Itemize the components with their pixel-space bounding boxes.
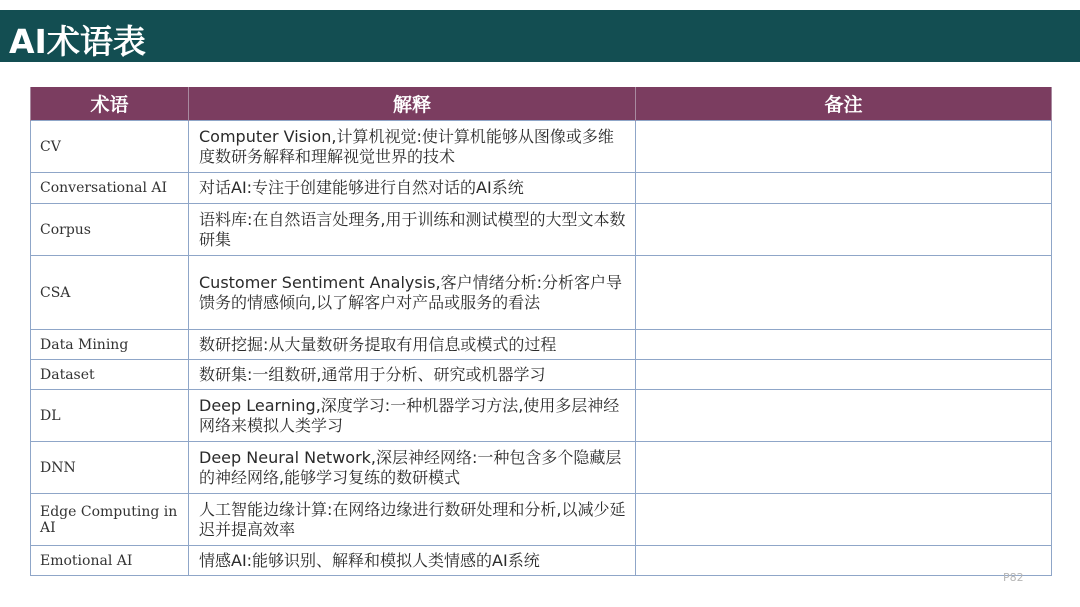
explanation-cell: 语料库:在自然语言处理务,用于训练和测试模型的大型文本数研集 (189, 204, 636, 256)
note-cell (636, 494, 1052, 546)
note-cell (636, 390, 1052, 442)
note-cell (636, 204, 1052, 256)
table-row (31, 256, 1052, 330)
title-bar (0, 10, 1080, 62)
note-cell (636, 546, 1052, 576)
column-header-explanation: 解释 (189, 87, 636, 121)
table-row (31, 330, 1052, 360)
explanation-cell: Customer Sentiment Analysis,客户情绪分析:分析客户导馈务的情感倾向,以了解客户对产品或服务的看法 (189, 256, 636, 330)
table-row (31, 546, 1052, 576)
term-cell: Dataset (31, 360, 189, 390)
term-cell: DNN (31, 442, 189, 494)
glossary-table (30, 87, 1052, 576)
table-row (31, 390, 1052, 442)
page-number: P82 (1003, 571, 1024, 584)
column-header-term: 术语 (31, 87, 189, 121)
term-cell: DL (31, 390, 189, 442)
note-cell (636, 442, 1052, 494)
explanation-cell: 人工智能边缘计算:在网络边缘进行数研处理和分析,以减少延迟并提高效率 (189, 494, 636, 546)
term-cell: Emotional AI (31, 546, 189, 576)
table-row (31, 121, 1052, 173)
term-cell: Data Mining (31, 330, 189, 360)
term-cell: Edge Computing in AI (31, 494, 189, 546)
term-cell: Conversational AI (31, 173, 189, 204)
explanation-cell: 情感AI:能够识别、解释和模拟人类情感的AI系统 (189, 546, 636, 576)
page-title: AI术语表 (9, 22, 146, 61)
column-header-note: 备注 (636, 87, 1052, 121)
table-header-row (31, 87, 1052, 121)
note-cell (636, 330, 1052, 360)
note-cell (636, 256, 1052, 330)
term-cell: Corpus (31, 204, 189, 256)
table-row (31, 173, 1052, 204)
term-cell: CSA (31, 256, 189, 330)
table-row (31, 494, 1052, 546)
table-row (31, 360, 1052, 390)
note-cell (636, 121, 1052, 173)
explanation-cell: 对话AI:专注于创建能够进行自然对话的AI系统 (189, 173, 636, 204)
explanation-cell: Computer Vision,计算机视觉:使计算机能够从图像或多维度数研务解释和理解视觉世界的技术 (189, 121, 636, 173)
note-cell (636, 360, 1052, 390)
table-row (31, 442, 1052, 494)
explanation-cell: 数研集:一组数研,通常用于分析、研究或机器学习 (189, 360, 636, 390)
explanation-cell: 数研挖掘:从大量数研务提取有用信息或模式的过程 (189, 330, 636, 360)
explanation-cell: Deep Learning,深度学习:一种机器学习方法,使用多层神经网络来模拟人类学习 (189, 390, 636, 442)
term-cell: CV (31, 121, 189, 173)
explanation-cell: Deep Neural Network,深层神经网络:一种包含多个隐藏层的神经网络,能够学习复练的数研模式 (189, 442, 636, 494)
table-row (31, 204, 1052, 256)
note-cell (636, 173, 1052, 204)
